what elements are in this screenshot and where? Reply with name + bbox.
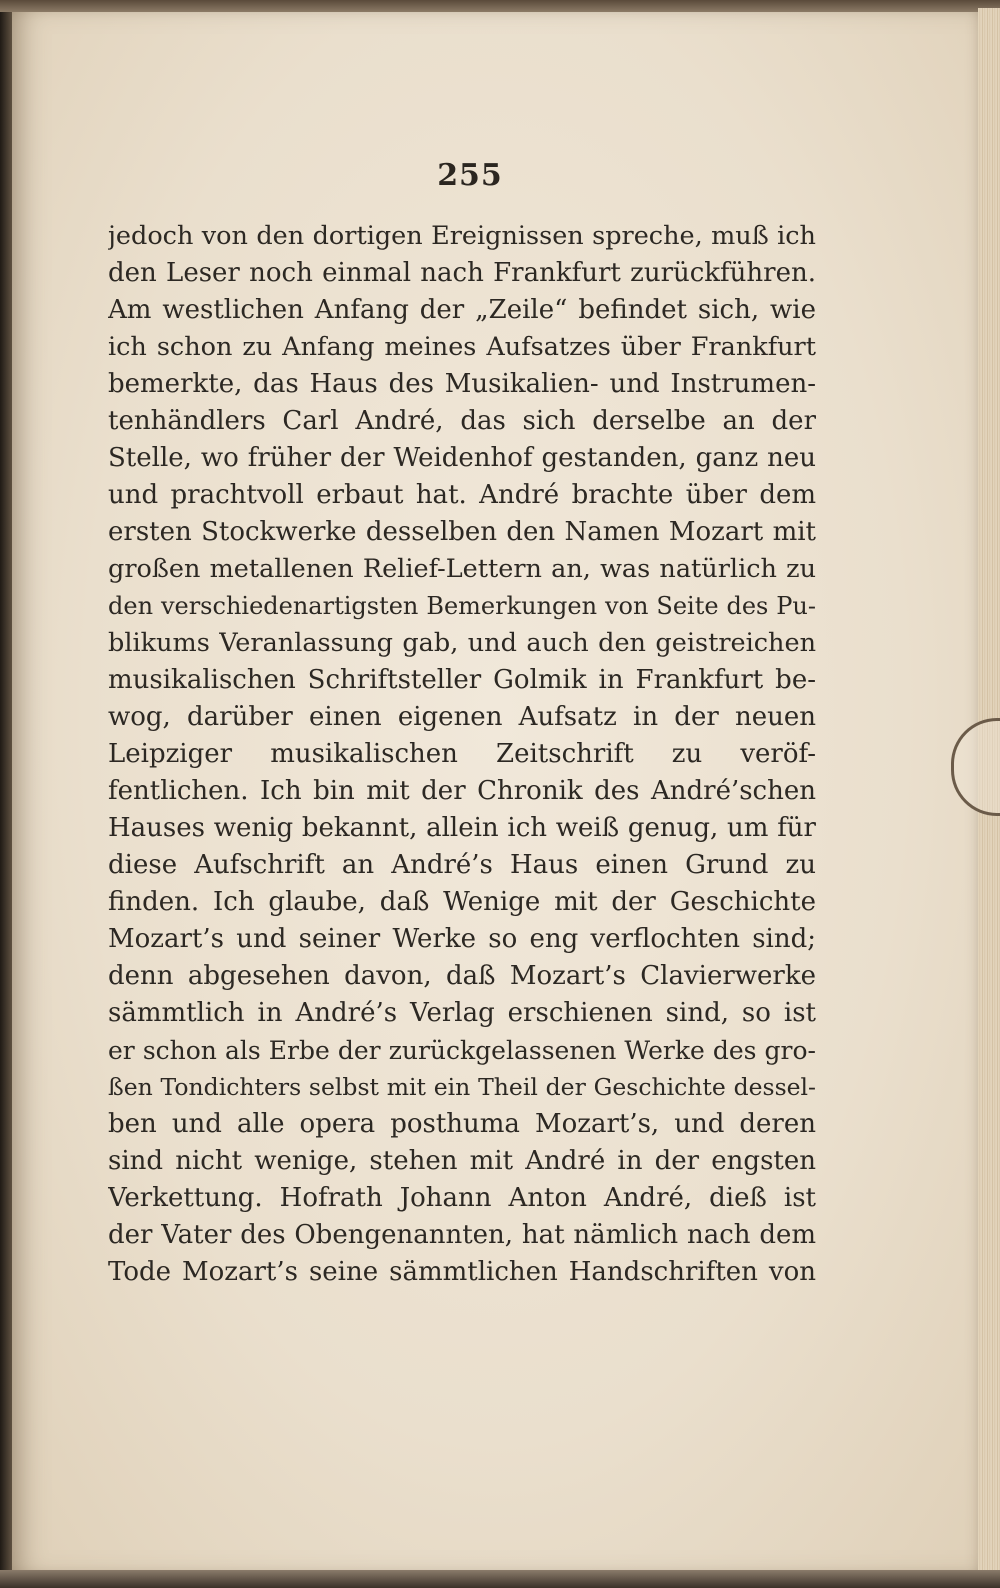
- text-line: musikalischen Schriftsteller Golmik in Frankfurt be-: [108, 665, 816, 695]
- text-line: sind nicht wenige, stehen mit André in der engsten: [108, 1146, 816, 1176]
- text-line: Stelle, wo früher der Weidenhof gestanden, ganz neu: [108, 443, 816, 473]
- text-line: Am westlichen Anfang der „Zeile“ befindet sich, wie: [108, 295, 816, 325]
- text-line: er schon als Erbe der zurückgelassenen Werke des gro-: [108, 1036, 816, 1065]
- text-line: den Leser noch einmal nach Frankfurt zurückführen.: [108, 258, 816, 288]
- text-line: fentlichen. Ich bin mit der Chronik des André’schen: [108, 776, 816, 806]
- text-line: Hauses wenig bekannt, allein ich weiß genug, um für: [108, 813, 816, 843]
- text-line: den verschiedenartigsten Bemerkungen von Seite des Pu-: [108, 592, 816, 620]
- text-line: der Vater des Obengenannten, hat nämlich nach dem: [108, 1220, 816, 1250]
- text-line: denn abgesehen davon, daß Mozart’s Clavierwerke: [108, 961, 816, 991]
- text-line: tenhändlers Carl André, das sich derselbe an der: [108, 406, 816, 436]
- text-line: blikums Veranlassung gab, und auch den geistreichen: [108, 628, 816, 658]
- text-line: bemerkte, das Haus des Musikalien- und Instrumen-: [108, 369, 816, 399]
- text-line: ben und alle opera posthuma Mozart’s, und deren: [108, 1109, 816, 1139]
- book-top-edge: [0, 0, 1000, 12]
- text-line: ßen Tondichters selbst mit ein Theil der Geschichte dessel-: [108, 1073, 816, 1101]
- text-line: ersten Stockwerke desselben den Namen Mozart mit: [108, 517, 816, 547]
- text-line: Leipziger musikalischen Zeitschrift zu veröf-: [108, 739, 816, 769]
- text-line: Verkettung. Hofrath Johann Anton André, dieß ist: [108, 1183, 816, 1213]
- text-line: Tode Mozart’s seine sämmtlichen Handschriften von: [108, 1257, 816, 1287]
- text-line: diese Aufschrift an André’s Haus einen Grund zu: [108, 850, 816, 880]
- text-line: großen metallenen Relief-Lettern an, was natürlich zu: [108, 554, 816, 584]
- text-line: finden. Ich glaube, daß Wenige mit der Geschichte: [108, 887, 816, 917]
- book-bottom-edge: [0, 1570, 1000, 1588]
- body-text: [108, 218, 816, 1291]
- text-line: wog, darüber einen eigenen Aufsatz in der neuen: [108, 702, 816, 732]
- text-line: und prachtvoll erbaut hat. André brachte über dem: [108, 480, 816, 510]
- text-line: jedoch von den dortigen Ereignissen spreche, muß ich: [108, 221, 816, 251]
- text-line: ich schon zu Anfang meines Aufsatzes über Frankfurt: [108, 332, 816, 362]
- text-line: Mozart’s und seiner Werke so eng verflochten sind;: [108, 924, 816, 954]
- text-line: sämmtlich in André’s Verlag erschienen sind, so ist: [108, 998, 816, 1028]
- page-number: 255: [437, 158, 503, 193]
